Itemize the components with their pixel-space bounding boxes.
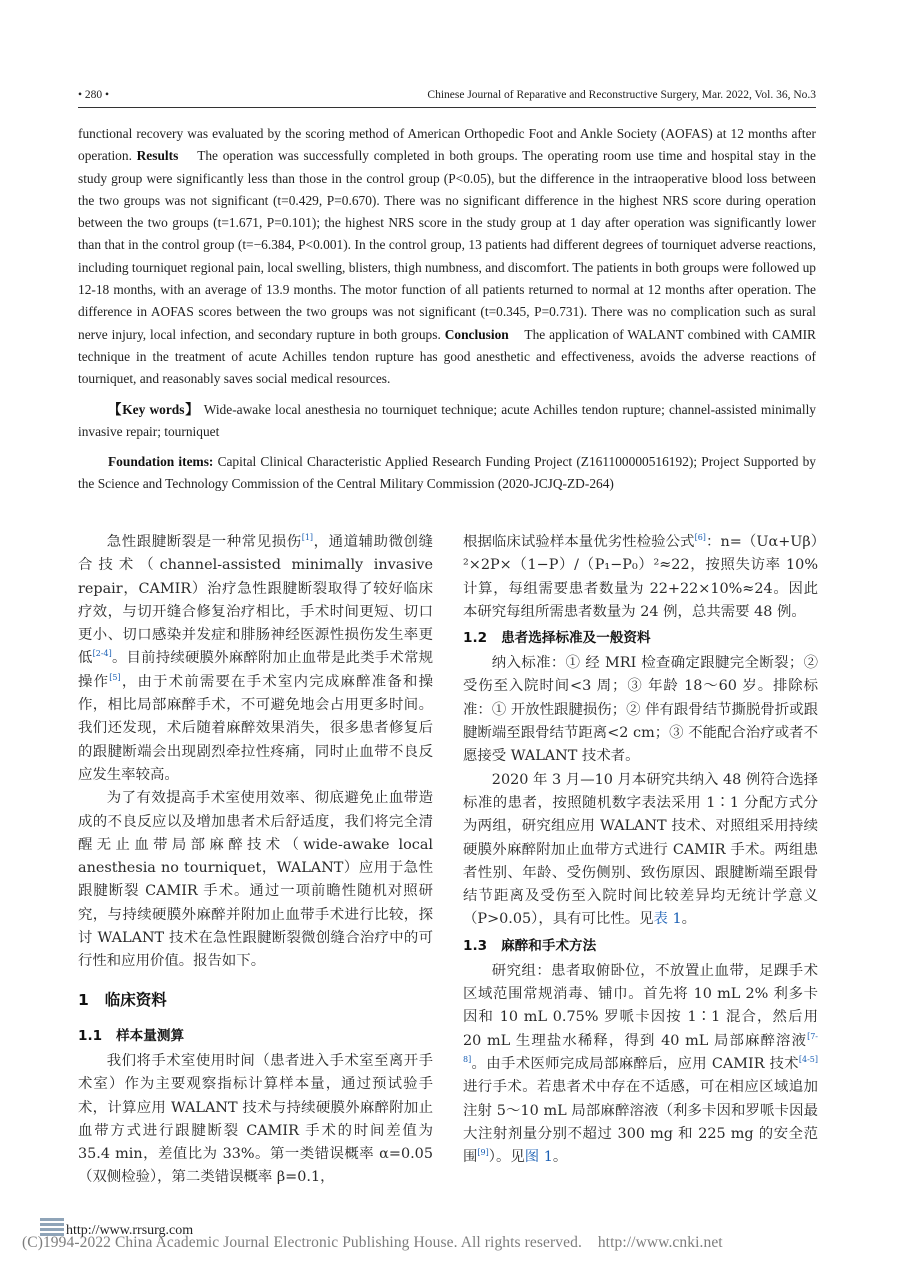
copyright-notice: (C)1994-2022 China Academic Journal Electronic Publishing House. All rights reserved. http://www.cnki.net — [22, 1234, 723, 1251]
body-left-column — [78, 531, 433, 1190]
page-number: • 280 • — [78, 89, 110, 101]
keywords-text: Wide-awake local anesthesia no tourniquet technique; acute Achilles tendon rupture; channel-assisted minimally invasive repair; tourniquet — [78, 401, 816, 439]
section-heading — [78, 989, 433, 1012]
abstract-text-1: functional recovery was evaluated by the scoring method of American Orthopedic Foot and Ankle Society (AOFAS) at 12 months after operation. — [78, 126, 816, 164]
keywords — [78, 399, 816, 444]
foundation-label: Foundation items: — [108, 454, 214, 470]
subsection-heading — [463, 626, 818, 650]
citation-ref[interactable]: [2-4] — [92, 649, 112, 659]
intro-text: 。目前持续硬膜外麻醉附加止血带是此类手术常规操作 — [78, 650, 433, 690]
section-number: 1 — [78, 990, 89, 1009]
citation-ref[interactable]: [9] — [477, 1148, 489, 1158]
keywords-label: 【Key words】 — [108, 401, 200, 417]
table-1-link[interactable]: 表 1 — [653, 911, 682, 928]
criteria-paragraph: 纳入标准：① 经 MRI 检查确定跟腱完全断裂；② 受伤至入院时间<3 周；③ 年龄 18～60 岁。排除标准：① 开放性跟腱损伤；② 伴有跟骨结节撕脱骨折或跟腱断端至跟骨结节距离<2 cm；③ 不能配合治疗或者不愿接受 WALANT 技术者。 — [463, 655, 818, 765]
citation-ref[interactable]: [5] — [109, 672, 121, 682]
body-text: 。 — [681, 911, 697, 928]
method-paragraph — [463, 960, 818, 1170]
body-text: 研究组：患者取俯卧位，不放置止血带，足踝手术区域范围常规消毒、铺巾。首先将 10 mL 2% 利多卡因和 10 mL 0.75% 罗哌卡因按 1∶1 混合，然后用 20 mL 生理盐水稀释，得到 40 mL 局部麻醉溶液 — [463, 962, 818, 1049]
sample-size-paragraph: 我们将手术室使用时间（患者进入手术室至离开手术室）作为主要观察指标计算样本量，通过预试验手术，计算应用 WALANT 技术与持续硬膜外麻醉附加止血带方式进行跟腱断裂 CAMIR 手术的时间差值为 35.4 min，差值比为 33%。第一类错误概率 α=0.05（双侧检验），第二类错误概率 β=0.1， — [78, 1052, 433, 1186]
abstract-text-2: The operation was successfully completed in both groups. The operating room use time and hospital stay in the study group were significantly less than those in the control group (P<0.05), but the difference in the intraoperative blood loss between the two groups was not significant (t=0.429, P=0.670). There was no significant difference in the highest NRS score during operation between the two groups (t=1.671, P=0.101); the highest NRS score in the study group at 1 day after operation was significantly lower than that in the control group (t=−6.384, P<0.001). In the control group, 13 patients had different degrees of tourniquet adverse reactions, including tourniquet regional pain, local swelling, blisters, thigh numbness, and discomfort. The patients in both groups were followed up 12-18 months, with an average of 13.9 months. The motor function of all patients returned to normal at 12 months after operation. The difference in AOFAS scores between the two groups was not significant (t=0.345, P=0.731). There was no complication such as sural nerve injury, local infection, and secondary rupture in both groups. — [78, 148, 816, 342]
body-right-column — [463, 531, 818, 1169]
figure-1-link[interactable]: 图 1 — [524, 1149, 553, 1166]
intro-text: 急性跟腱断裂是一种常见损伤 — [106, 534, 302, 550]
foundation-text: Capital Clinical Characteristic Applied Research Funding Project (Z161100000516192); Project Supported by the Science and Technology Commission of the Central Military Commission (2020-JCJQ-ZD-264) — [78, 454, 816, 492]
foundation-items — [78, 451, 816, 496]
subsection-title: 麻醉和手术方法 — [501, 937, 597, 954]
abstract-text-3: The application of WALANT combined with CAMIR technique in the treatment of acute Achilles tendon rupture has good anesthetic and effectiveness, avoids the adverse reactions of tourniquet, and reasonably saves social medical resources. — [78, 326, 816, 387]
body-text: 。 — [552, 1149, 568, 1166]
patients-paragraph — [463, 769, 818, 932]
body-text: 。由手术医师完成局部麻醉后，应用 CAMIR 技术 — [471, 1055, 799, 1072]
subsection-number: 1.1 — [78, 1027, 103, 1044]
citation-ref[interactable]: [4-5] — [798, 1055, 818, 1065]
header-rule — [78, 107, 816, 108]
subsection-number: 1.3 — [463, 937, 488, 954]
subsection-number: 1.2 — [463, 630, 488, 647]
body-text: ）。见 — [488, 1149, 525, 1166]
intro-text: ，由于术前需要在手术室内完成麻醉准备和操作，相比局部麻醉手术，不可避免地会占用更多时间。我们还发现，术后随着麻醉效果消失，很多患者修复后的跟腱断端会出现剧烈牵拉性疼痛，同时止血带不良反应发生率较高。 — [78, 673, 433, 783]
citation-ref[interactable]: [6] — [694, 533, 706, 543]
citation-ref[interactable]: [1] — [301, 533, 314, 543]
journal-title: Chinese Journal of Reparative and Reconstructive Surgery, Mar. 2022, Vol. 36, No.3 — [427, 89, 816, 101]
section-title: 临床资料 — [104, 990, 167, 1009]
english-abstract — [78, 123, 816, 496]
body-text: 进行手术。若患者术中存在不适感，可在相应区域追加注射 5～10 mL 局部麻醉溶液（利多卡因和罗哌卡因最大注射剂量分别不超过 300 mg 和 225 mg 的安全范围 — [463, 1079, 818, 1166]
subsection-title: 样本量测算 — [116, 1027, 185, 1044]
journal-website-link[interactable]: http://www.rrsurg.com — [66, 1223, 194, 1238]
body-text: 根据临床试验样本量优劣性检验公式 — [463, 534, 695, 550]
abstract-body — [78, 123, 816, 391]
subsection-heading — [78, 1024, 433, 1048]
results-label: Results — [136, 148, 179, 164]
intro-paragraph-1 — [78, 531, 433, 787]
body-text: ：n=（Uα+Uβ）²×2P×（1−P）/（P₁−P₀）²≈22，按照失访率 10% 计算，每组需要患者数量为 22+22×10%≈24。因此本研究每组所需患者数量为 24 例，总共需要 48 例。 — [463, 534, 818, 620]
formula-paragraph — [463, 531, 818, 624]
conclusion-label: Conclusion — [444, 326, 509, 342]
subsection-heading — [463, 934, 818, 958]
body-text: 2020 年 3 月—10 月本研究共纳入 48 例符合选择标准的患者，按照随机数字表法采用 1∶1 分配方式分为两组，研究组应用 WALANT 技术、对照组采用持续硬膜外麻醉附加止血带方式进行 CAMIR 手术。两组患者性别、年龄、受伤侧别、致伤原因、跟腱断端至跟骨结节距离及受伤至入院时间比较差异均无统计学意义（P>0.05），具有可比性。见 — [463, 771, 818, 928]
running-header — [78, 86, 816, 108]
citation-ref[interactable]: [7-8] — [463, 1031, 818, 1065]
intro-paragraph-2: 为了有效提高手术室使用效率、彻底避免止血带造成的不良反应以及增加患者术后舒适度，我们将完全清醒无止血带局部麻醉技术（wide-awake local anesthesia no tourniquet，WALANT）应用于急性跟腱断裂 CAMIR 手术。通过一项前瞻性随机对照研究，与持续硬膜外麻醉并附加止血带手术进行比较，探讨 WALANT 技术在急性跟腱断裂微创缝合治疗中的可行性和应用价值。报告如下。 — [78, 790, 433, 970]
intro-text: ，通道辅助微创缝合技术（channel-assisted minimally invasive repair，CAMIR）治疗急性跟腱断裂取得了较好临床疗效，与切开缝合修复治疗相比，手术时间更短、切口更小、切口感染并发症和腓肠神经医源性损伤发生率更低 — [78, 534, 433, 667]
subsection-title: 患者选择标准及一般资料 — [501, 630, 651, 647]
